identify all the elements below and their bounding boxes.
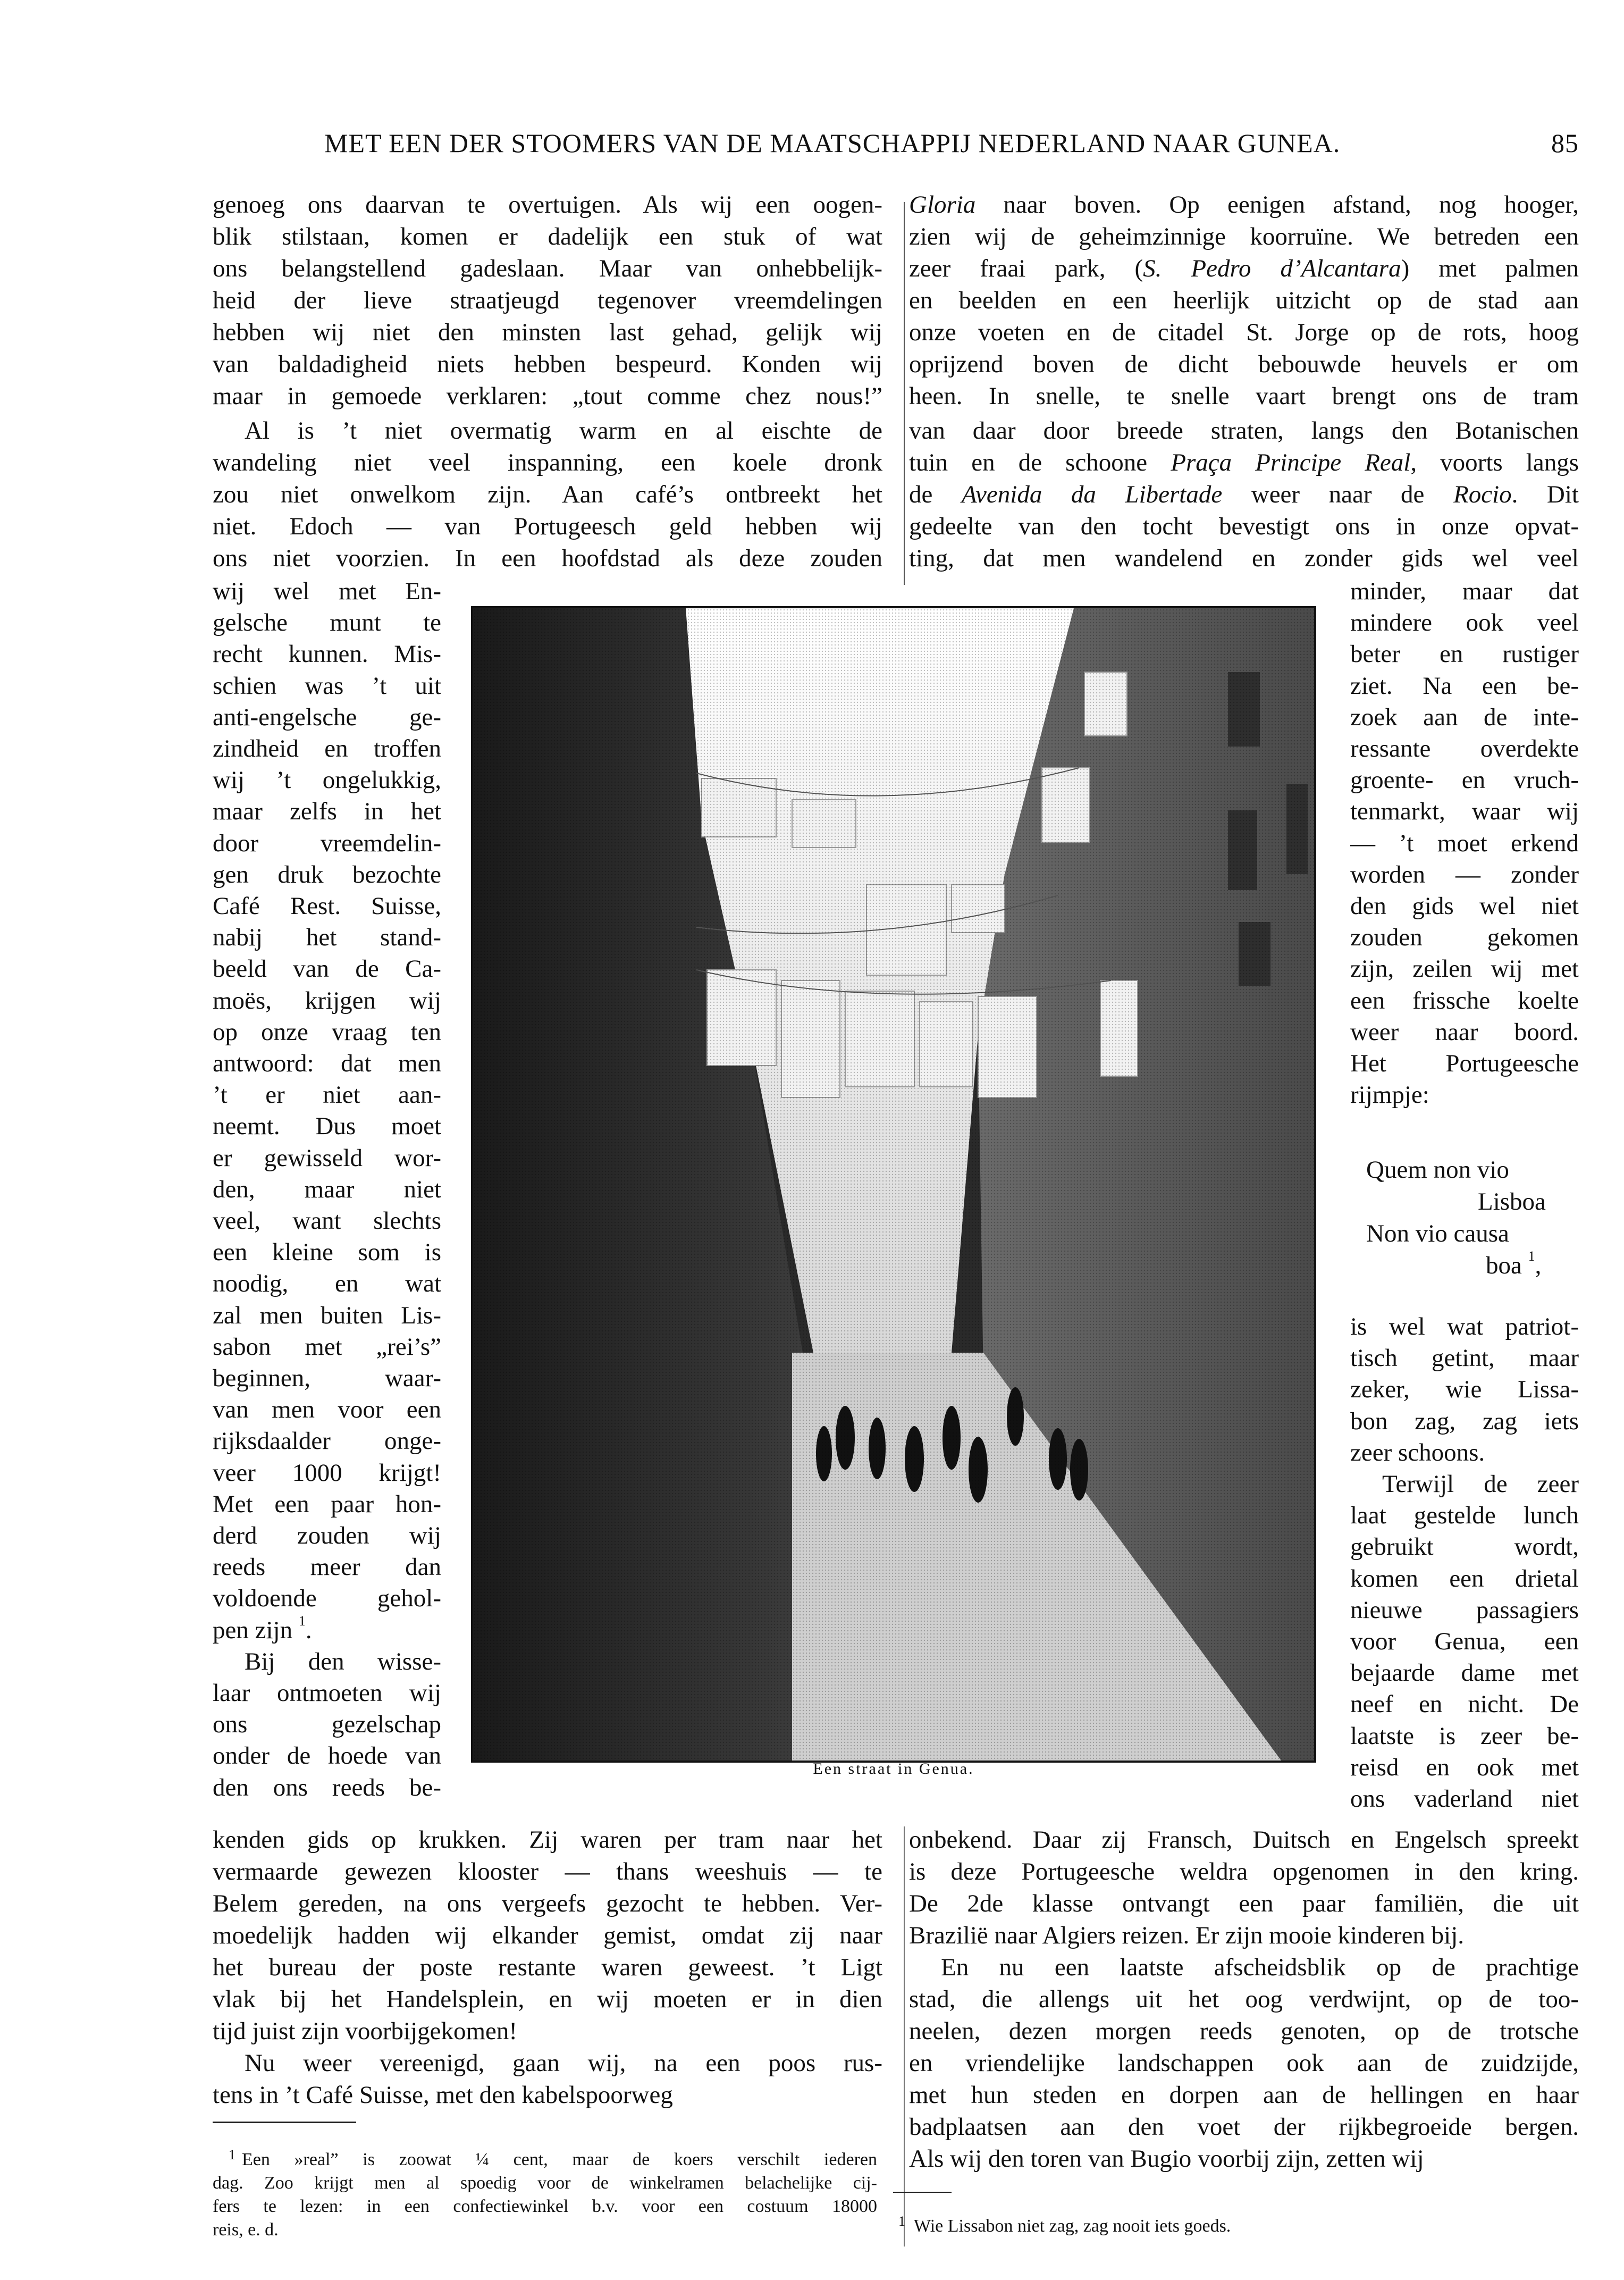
text-line: gebruikt wordt, (1350, 1533, 1579, 1561)
text-line: maar in gemoede verklaren: „tout comme chez nous!” (213, 382, 882, 410)
poem-line: Quem non vio (1366, 1156, 1509, 1184)
text-line: worden — zonder (1350, 860, 1579, 888)
text-line: stad, die allengs uit het oog verdwijnt, op de too- (909, 1985, 1579, 2013)
text-line: zindheid en troffen (213, 735, 441, 762)
text-span: pen zijn (213, 1616, 293, 1644)
text-line: ting, dat men wandelend en zonder gids wel veel (909, 544, 1579, 572)
text-line: reeds meer dan (213, 1553, 441, 1581)
text-line: zou niet onwelkom zijn. Aan café’s ontbreekt het (213, 481, 882, 508)
footnote-line: dag. Zoo krijgt men al spoedig voor de winkelramen belachelijke cij- (213, 2173, 877, 2193)
text-line: komen een drietal (1350, 1564, 1579, 1592)
text-line: tens in ’t Café Suisse, met den kabelspoorweg (213, 2081, 673, 2109)
text-line: kenden gids op krukken. Zij waren per tram naar het (213, 1826, 882, 1854)
text-line: noodig, en wat (213, 1270, 441, 1298)
text-line: veer 1000 krijgt! (213, 1458, 441, 1487)
text-line: Nu weer vereenigd, gaan wij, na een poos rus- (245, 2049, 882, 2077)
footnote-right (898, 2215, 1430, 2238)
text-line: derd zouden wij (213, 1522, 441, 1549)
text-line: bon zag, zag iets (1350, 1407, 1579, 1435)
text-line: een frissche koelte (1350, 986, 1579, 1015)
text-line: zijn, zeilen wij met (1350, 955, 1579, 983)
text-line: zien wij de geheimzinnige koorruïne. We betreden een (909, 223, 1579, 250)
text-line: rijksdaalder onge- (213, 1427, 441, 1455)
text-line: En nu een laatste afscheidsblik op de prachtige (941, 1954, 1579, 1981)
text-line: ons gezelschap (213, 1711, 441, 1739)
text-line: De 2de klasse ontvangt een paar familiën, die uit (909, 1890, 1579, 1917)
text-line: den, maar niet (213, 1175, 441, 1203)
text-line: neelen, dezen morgen reeds genoten, op de trotsche (909, 2017, 1579, 2045)
italic-term: Gloria (909, 191, 976, 219)
text-line: genoeg ons daarvan te overtuigen. Als wij een oogen- (213, 191, 882, 219)
text-line: een kleine som is (213, 1238, 441, 1267)
figure-caption: Een straat in Genua. (813, 1760, 974, 1778)
text-line: gelsche munt te (213, 609, 441, 637)
text-span: weer naar de (1222, 481, 1453, 508)
text-line: en beelden en een heerlijk uitzicht op de stad aan (909, 287, 1579, 314)
text-line: nabij het stand- (213, 924, 441, 952)
text-line (909, 479, 1579, 510)
text-line: neef en nicht. De (1350, 1690, 1579, 1719)
text-span: . (305, 1616, 312, 1644)
text-span: de (909, 481, 962, 508)
footnote-marker: 1 (898, 2215, 905, 2229)
text-line: er gewisseld wor- (213, 1144, 441, 1172)
text-line: ons niet voorzien. In een hoofdstad als deze zouden (213, 544, 882, 572)
text-line: anti-engelsche ge- (213, 703, 441, 731)
text-line: van baldadigheid niets hebben bespeurd. Konden wij (213, 350, 882, 378)
text-line: Brazilië naar Algiers reizen. Er zijn mooie kinderen bij. (909, 1922, 1465, 1949)
text-line: — ’t moet erkend (1350, 829, 1579, 857)
text-line: vermaarde gewezen klooster — thans weeshuis — te (213, 1858, 882, 1885)
text-line: veel, want slechts (213, 1207, 441, 1235)
italic-term: Praça Principe Real (1171, 449, 1411, 476)
italic-term: Avenida da Libertade (961, 481, 1223, 508)
column-divider-bottom (904, 1826, 905, 2247)
footnote-ref[interactable]: 1 (1528, 1248, 1535, 1264)
text-line: maar zelfs in het (213, 798, 441, 826)
text-line: moedelijk hadden wij elkander gemist, omdat zij naar (213, 1922, 882, 1949)
text-line (909, 253, 1579, 284)
footnote-ref[interactable]: 1 (298, 1614, 306, 1629)
text-line: weer naar boord. (1350, 1018, 1579, 1046)
text-line: voor Genua, een (1350, 1628, 1579, 1655)
text-line: gedeelte van den tocht bevestigt ons in onze opvat- (909, 513, 1579, 540)
footnote-line: reis, e. d. (213, 2220, 279, 2240)
text-line: laat gestelde lunch (1350, 1502, 1579, 1530)
text-line: tijd juist zijn voorbijgekomen! (213, 2017, 518, 2045)
text-line: wij wel met En- (213, 577, 441, 605)
text-line: niet. Edoch — van Portugeesch geld hebben wij (213, 513, 882, 540)
poem-line (1486, 1250, 1541, 1281)
text-span: tuin en de schoone (909, 449, 1171, 476)
text-span: . Dit (1511, 481, 1579, 508)
text-line: blik stilstaan, komen er dadelijk een stuk of wat (213, 223, 882, 250)
text-line: op onze vraag ten (213, 1018, 441, 1046)
text-line: Belem gereden, na ons vergeefs gezocht te hebben. Ver- (213, 1890, 882, 1917)
footnote-line (213, 2148, 877, 2172)
text-line (909, 447, 1579, 479)
text-line: het bureau der poste restante waren geweest. ’t Ligt (213, 1954, 882, 1981)
footnote-text: Een »real” is zoowat ¼ cent, maar de koers verschilt iederen (242, 2150, 877, 2169)
italic-term: S. Pedro d’Alcantara (1143, 255, 1401, 282)
text-line: neemt. Dus moet (213, 1112, 441, 1141)
footnote-text: Wie Lissabon niet zag, zag nooit iets goeds. (914, 2216, 1231, 2236)
text-line: ’t er niet aan- (213, 1081, 441, 1109)
text-line: nieuwe passagiers (1350, 1596, 1579, 1624)
poem-line: Lisboa (1478, 1188, 1546, 1216)
footnote-rule-right (893, 2192, 952, 2193)
text-line: reisd en ook met (1350, 1753, 1579, 1781)
text-line: heid der lieve straatjeugd tegenover vreemdelingen (213, 287, 882, 314)
text-line: den gids wel niet (1350, 892, 1579, 920)
text-line: badplaatsen aan den voet der rijkbegroeide bergen. (909, 2113, 1579, 2141)
text-span: naar boven. Op eenigen afstand, nog hooger, (975, 191, 1579, 219)
text-line: ziet. Na een be- (1350, 672, 1579, 700)
text-line: beter en rustiger (1350, 640, 1579, 668)
text-line: laar ontmoeten wij (213, 1679, 441, 1707)
text-line: heen. In snelle, te snelle vaart brengt ons de tram (909, 382, 1579, 410)
text-line: ons belangstellend gadeslaan. Maar van onhebbelijk- (213, 255, 882, 282)
text-line: zal men buiten Lis- (213, 1301, 441, 1329)
text-line: Met een paar hon- (213, 1490, 441, 1518)
text-line: schien was ’t uit (213, 672, 441, 700)
text-line: ons vaderland niet (1350, 1785, 1579, 1813)
text-line: van men voor een (213, 1396, 441, 1424)
text-line: groente- en vruch- (1350, 766, 1579, 794)
text-line: tisch getint, maar (1350, 1344, 1579, 1372)
text-line: is deze Portugeesche weldra opgenomen in den kring. (909, 1858, 1579, 1885)
text-line: ressante overdekte (1350, 735, 1579, 762)
page-number: 85 (1551, 128, 1579, 158)
text-line: minder, maar dat (1350, 577, 1579, 605)
text-line: zeer schoons. (1350, 1438, 1485, 1466)
text-line: beginnen, waar- (213, 1364, 441, 1392)
text-line: oprijzend boven de dicht bebouwde heuvels er om (909, 350, 1579, 378)
text-line: tenmarkt, waar wij (1350, 798, 1579, 826)
street-photo-genoa (471, 606, 1316, 1763)
text-line: voldoende gehol- (213, 1585, 441, 1613)
text-line: Al is ’t niet overmatig warm en al eischte de (245, 417, 882, 445)
text-line: zoek aan de inte- (1350, 703, 1579, 731)
text-line: bejaarde dame met (1350, 1659, 1579, 1687)
text-span: ) met palmen (1401, 255, 1579, 282)
text-line: hebben wij niet den minsten last gehad, gelijk wij (213, 318, 882, 346)
text-line: Café Rest. Suisse, (213, 892, 441, 920)
text-span: , voorts langs (1410, 449, 1579, 476)
text-line: zouden gekomen (1350, 924, 1579, 952)
text-line: is wel wat patriot- (1350, 1313, 1579, 1340)
text-line: onbekend. Daar zij Fransch, Duitsch en Engelsch spreekt (909, 1826, 1579, 1854)
footnote-line: fers te lezen: in een confectiewinkel b.v. voor een costuum 18000 (213, 2197, 877, 2216)
text-span: zeer fraai park, ( (909, 255, 1143, 282)
text-line: Als wij den toren van Bugio voorbij zijn, zetten wij (909, 2145, 1424, 2173)
text-line: mindere ook veel (1350, 609, 1579, 637)
column-divider-top (904, 202, 905, 585)
footnote-rule-left (213, 2122, 356, 2123)
text-line: gen druk bezochte (213, 860, 441, 888)
text-line: vlak bij het Handelsplein, en wij moeten er in dien (213, 1985, 882, 2013)
text-line: onder de hoede van (213, 1742, 441, 1770)
text-line: wandeling niet veel inspanning, een koele dronk (213, 449, 882, 476)
poem-line: Non vio causa (1366, 1220, 1509, 1247)
poem-text: boa (1486, 1252, 1522, 1279)
text-line: sabon met „rei’s” (213, 1332, 441, 1361)
running-title: MET EEN DER STOOMERS VAN DE MAATSCHAPPIJ NEDERLAND NAAR GUNEA. (324, 128, 1341, 158)
text-line: recht kunnen. Mis- (213, 640, 441, 668)
poem-text: , (1535, 1252, 1542, 1279)
text-line (909, 189, 1579, 221)
photo-illustration (473, 608, 1314, 1761)
text-line: onze voeten en de citadel St. Jorge op de rots, hoog (909, 318, 1579, 346)
footnote-marker: 1 (229, 2148, 235, 2162)
text-line: van daar door breede straten, langs den Botanischen (909, 417, 1579, 445)
text-line: Het Portugeesche (1350, 1050, 1579, 1077)
text-line: den ons reeds be- (213, 1773, 441, 1801)
text-line: met hun steden en dorpen aan de hellingen en haar (909, 2081, 1579, 2109)
text-line: zeker, wie Lissa- (1350, 1376, 1579, 1404)
text-line: door vreemdelin- (213, 829, 441, 857)
text-line: beeld van de Ca- (213, 955, 441, 983)
text-line: en vriendelijke landschappen ook aan de zuidzijde, (909, 2049, 1579, 2077)
text-line: rijmpje: (1350, 1081, 1429, 1109)
text-line: Terwijl de zeer (1382, 1470, 1579, 1498)
text-line (213, 1614, 441, 1646)
text-line: Bij den wisse- (245, 1647, 441, 1675)
text-line: wij ’t ongelukkig, (213, 766, 441, 794)
text-line: moës, krijgen wij (213, 986, 441, 1015)
text-line: laatste is zeer be- (1350, 1722, 1579, 1750)
text-line: antwoord: dat men (213, 1050, 441, 1077)
italic-term: Rocio (1453, 481, 1512, 508)
running-header (324, 128, 1579, 165)
